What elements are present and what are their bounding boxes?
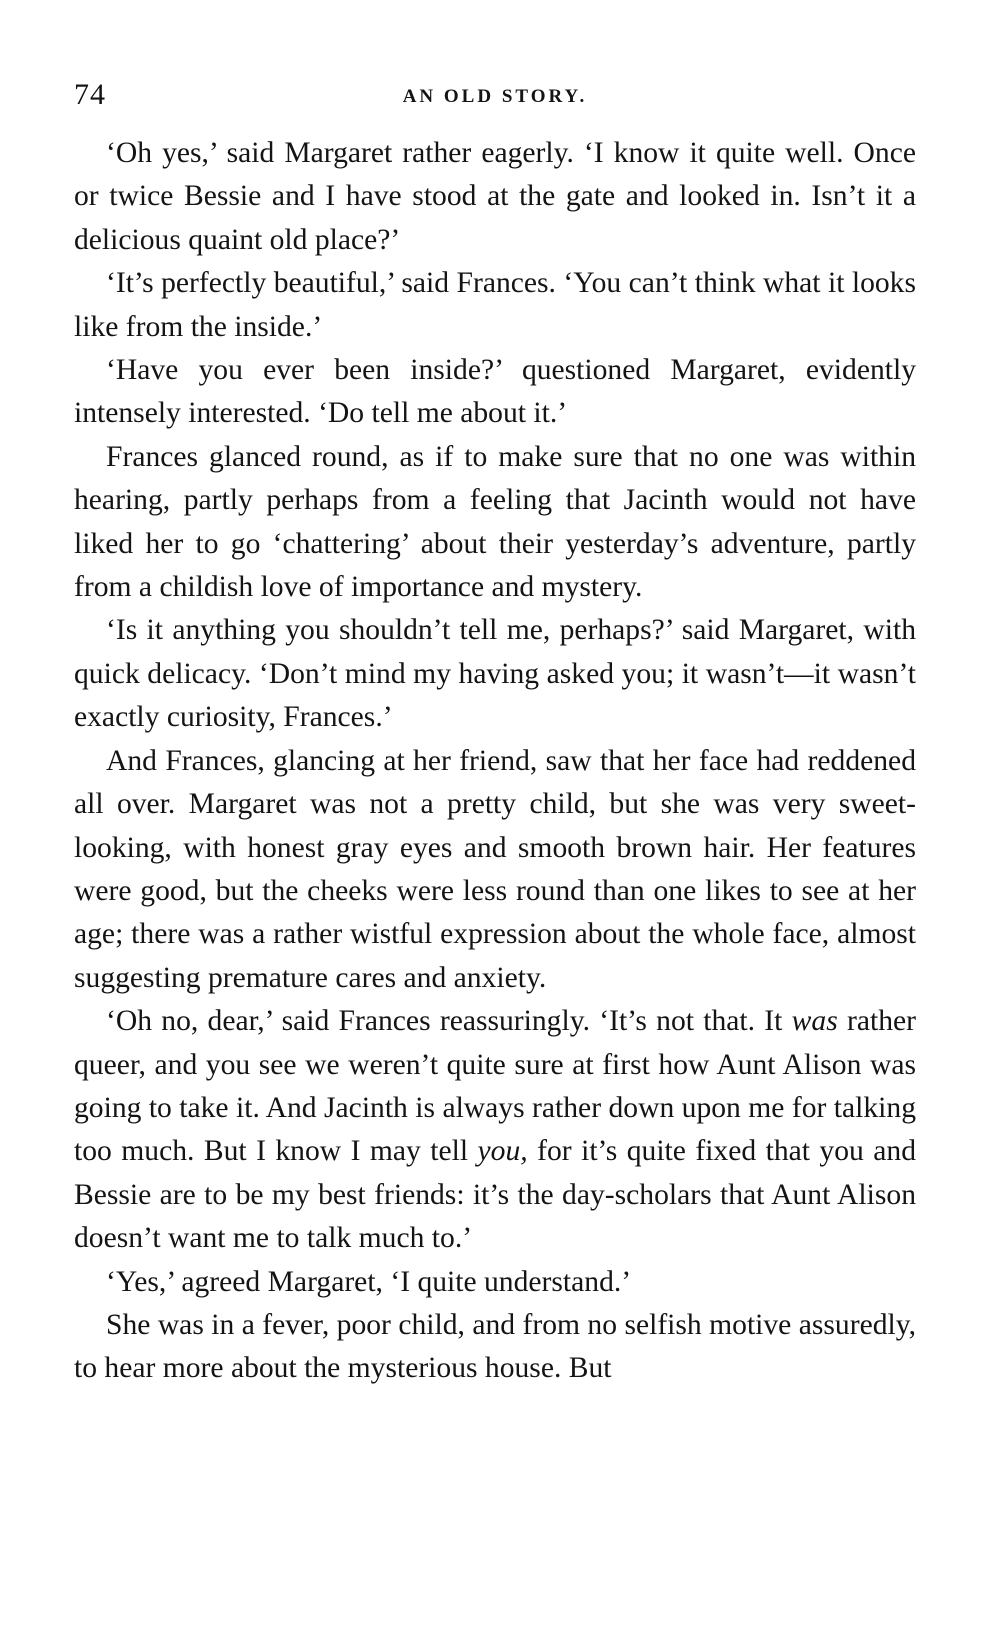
paragraph [74,1000,916,1260]
page-number: 74 [74,78,106,111]
running-head [74,78,916,114]
paragraph-text: rather queer, and you see we weren’t quite sure at first how Aunt Alison was going to take it. And Jacinth is always rather down upon me for talking too much. But I know I may tell [74,1005,916,1168]
emphasis-text: you, [477,1135,528,1168]
paragraph: ‘Yes,’ agreed Margaret, ‘I quite understand.’ [106,1265,632,1298]
paragraph-text: ‘Oh no, dear,’ said Frances reassuringly. ‘It’s not that. It [106,1005,792,1038]
paragraph-text: for it’s quite fixed that you and Bessie are to be my best friends: it’s the day-scholars that Aunt Alison doesn’t want me to talk much to.’ [74,1135,916,1255]
paragraph: ‘It’s perfectly beautiful,’ said Frances. ‘You can’t think what it looks like from the inside.’ [74,267,916,343]
paragraph: ‘Have you ever been inside?’ questioned Margaret, evidently intensely interested. ‘Do tell me about it.’ [74,354,916,430]
paragraph: ‘Is it anything you shouldn’t tell me, perhaps?’ said Margaret, with quick delicacy. ‘Don’t mind my having asked you; it wasn’t—it wasn’t exactly curiosity, Frances.’ [74,614,916,734]
paragraph: ‘Oh yes,’ said Margaret rather eagerly. ‘I know it quite well. Once or twice Bessie and I have stood at the gate and looked in. Isn’t it a delicious quaint old place?’ [74,137,916,256]
body-text [74,132,916,1391]
running-title: AN OLD STORY. [402,86,588,107]
paragraph: And Frances, glancing at her friend, saw that her face had reddened all over. Margaret was not a pretty child, but she was very sweet-looking, with honest gray eyes and smooth brown hair. Her features were good, but the cheeks were less round than one likes to see at her age; there was a rather wistful expression about the whole face, almost suggesting premature cares and anxiety. [74,744,916,994]
paragraph: Frances glanced round, as if to make sure that no one was within hearing, partly perhaps from a feeling that Jacinth would not have liked her to go ‘chattering’ about their yesterday’s adventure, partly from a childish love of importance and mystery. [74,440,916,604]
paragraph: She was in a fever, poor child, and from no selfish motive assuredly, to hear more about the mysterious house. But [74,1308,916,1385]
emphasis-text: was [791,1005,838,1038]
